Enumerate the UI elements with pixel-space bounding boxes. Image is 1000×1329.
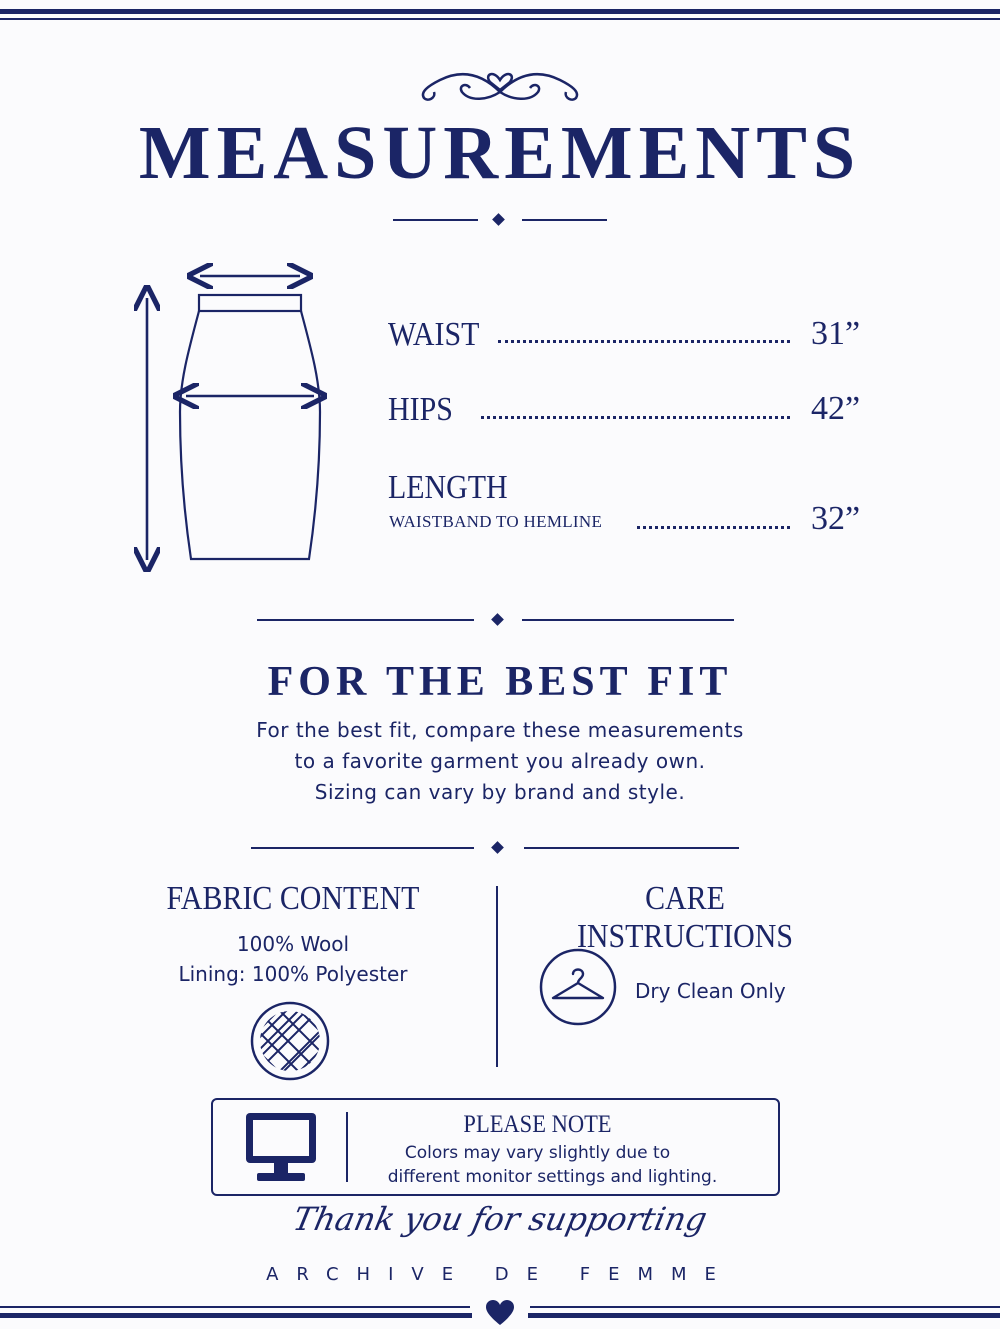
flourish-ornament-icon xyxy=(410,62,590,106)
section-divider-right xyxy=(524,847,739,849)
section-divider-left xyxy=(257,619,474,621)
thank-you-script: Thank you for supporting xyxy=(289,1200,711,1238)
please-note-heading: PLEASE NOTE xyxy=(463,1111,612,1138)
page-title: MEASUREMENTS xyxy=(138,111,862,195)
waist-value: 31” xyxy=(811,315,861,352)
best-fit-heading: FOR THE BEST FIT xyxy=(267,659,733,705)
hips-value: 42” xyxy=(811,390,861,427)
care-instruction-text: Dry Clean Only xyxy=(635,979,786,1003)
top-border-thin xyxy=(0,18,1000,20)
section-divider-diamond xyxy=(491,841,504,854)
hips-dots xyxy=(481,416,790,419)
brand-name: ARCHIVE DE FEMME xyxy=(266,1264,734,1285)
length-dots xyxy=(637,526,790,529)
hanger-icon xyxy=(539,948,617,1026)
fabric-line: Lining: 100% Polyester xyxy=(178,962,408,986)
please-note-line: Colors may vary slightly due to xyxy=(404,1143,671,1163)
bottom-border-thick xyxy=(528,1313,1000,1318)
woven-fabric-icon xyxy=(249,1000,331,1082)
bottom-border-thin xyxy=(530,1306,1000,1308)
waist-dots xyxy=(498,340,790,343)
title-divider-right xyxy=(522,219,607,221)
length-value: 32” xyxy=(811,500,861,537)
fabric-line: 100% Wool xyxy=(236,932,350,956)
best-fit-line: For the best fit, compare these measurements xyxy=(256,718,744,742)
bottom-border-thick xyxy=(0,1313,472,1318)
skirt-diagram-icon xyxy=(130,262,340,572)
best-fit-line: Sizing can vary by brand and style. xyxy=(314,780,686,804)
bottom-border-thin xyxy=(0,1306,470,1308)
section-divider-left xyxy=(251,847,474,849)
title-divider-left xyxy=(393,219,478,221)
care-instructions-heading: CARE INSTRUCTIONS xyxy=(576,880,794,955)
top-border-thick xyxy=(0,9,1000,14)
note-divider xyxy=(346,1112,348,1182)
waist-label: WAIST xyxy=(388,316,480,353)
column-divider xyxy=(496,886,498,1067)
title-divider-diamond xyxy=(492,213,505,226)
length-label: LENGTH xyxy=(388,469,508,506)
please-note-line: different monitor settings and lighting. xyxy=(387,1167,718,1187)
hips-label: HIPS xyxy=(388,391,453,428)
section-divider-diamond xyxy=(491,613,504,626)
best-fit-line: to a favorite garment you already own. xyxy=(294,749,706,773)
monitor-icon xyxy=(243,1110,319,1186)
fabric-content-heading: FABRIC CONTENT xyxy=(166,880,420,917)
length-sublabel: WAISTBAND TO HEMLINE xyxy=(389,512,603,531)
section-divider-right xyxy=(522,619,734,621)
heart-icon xyxy=(485,1299,515,1327)
